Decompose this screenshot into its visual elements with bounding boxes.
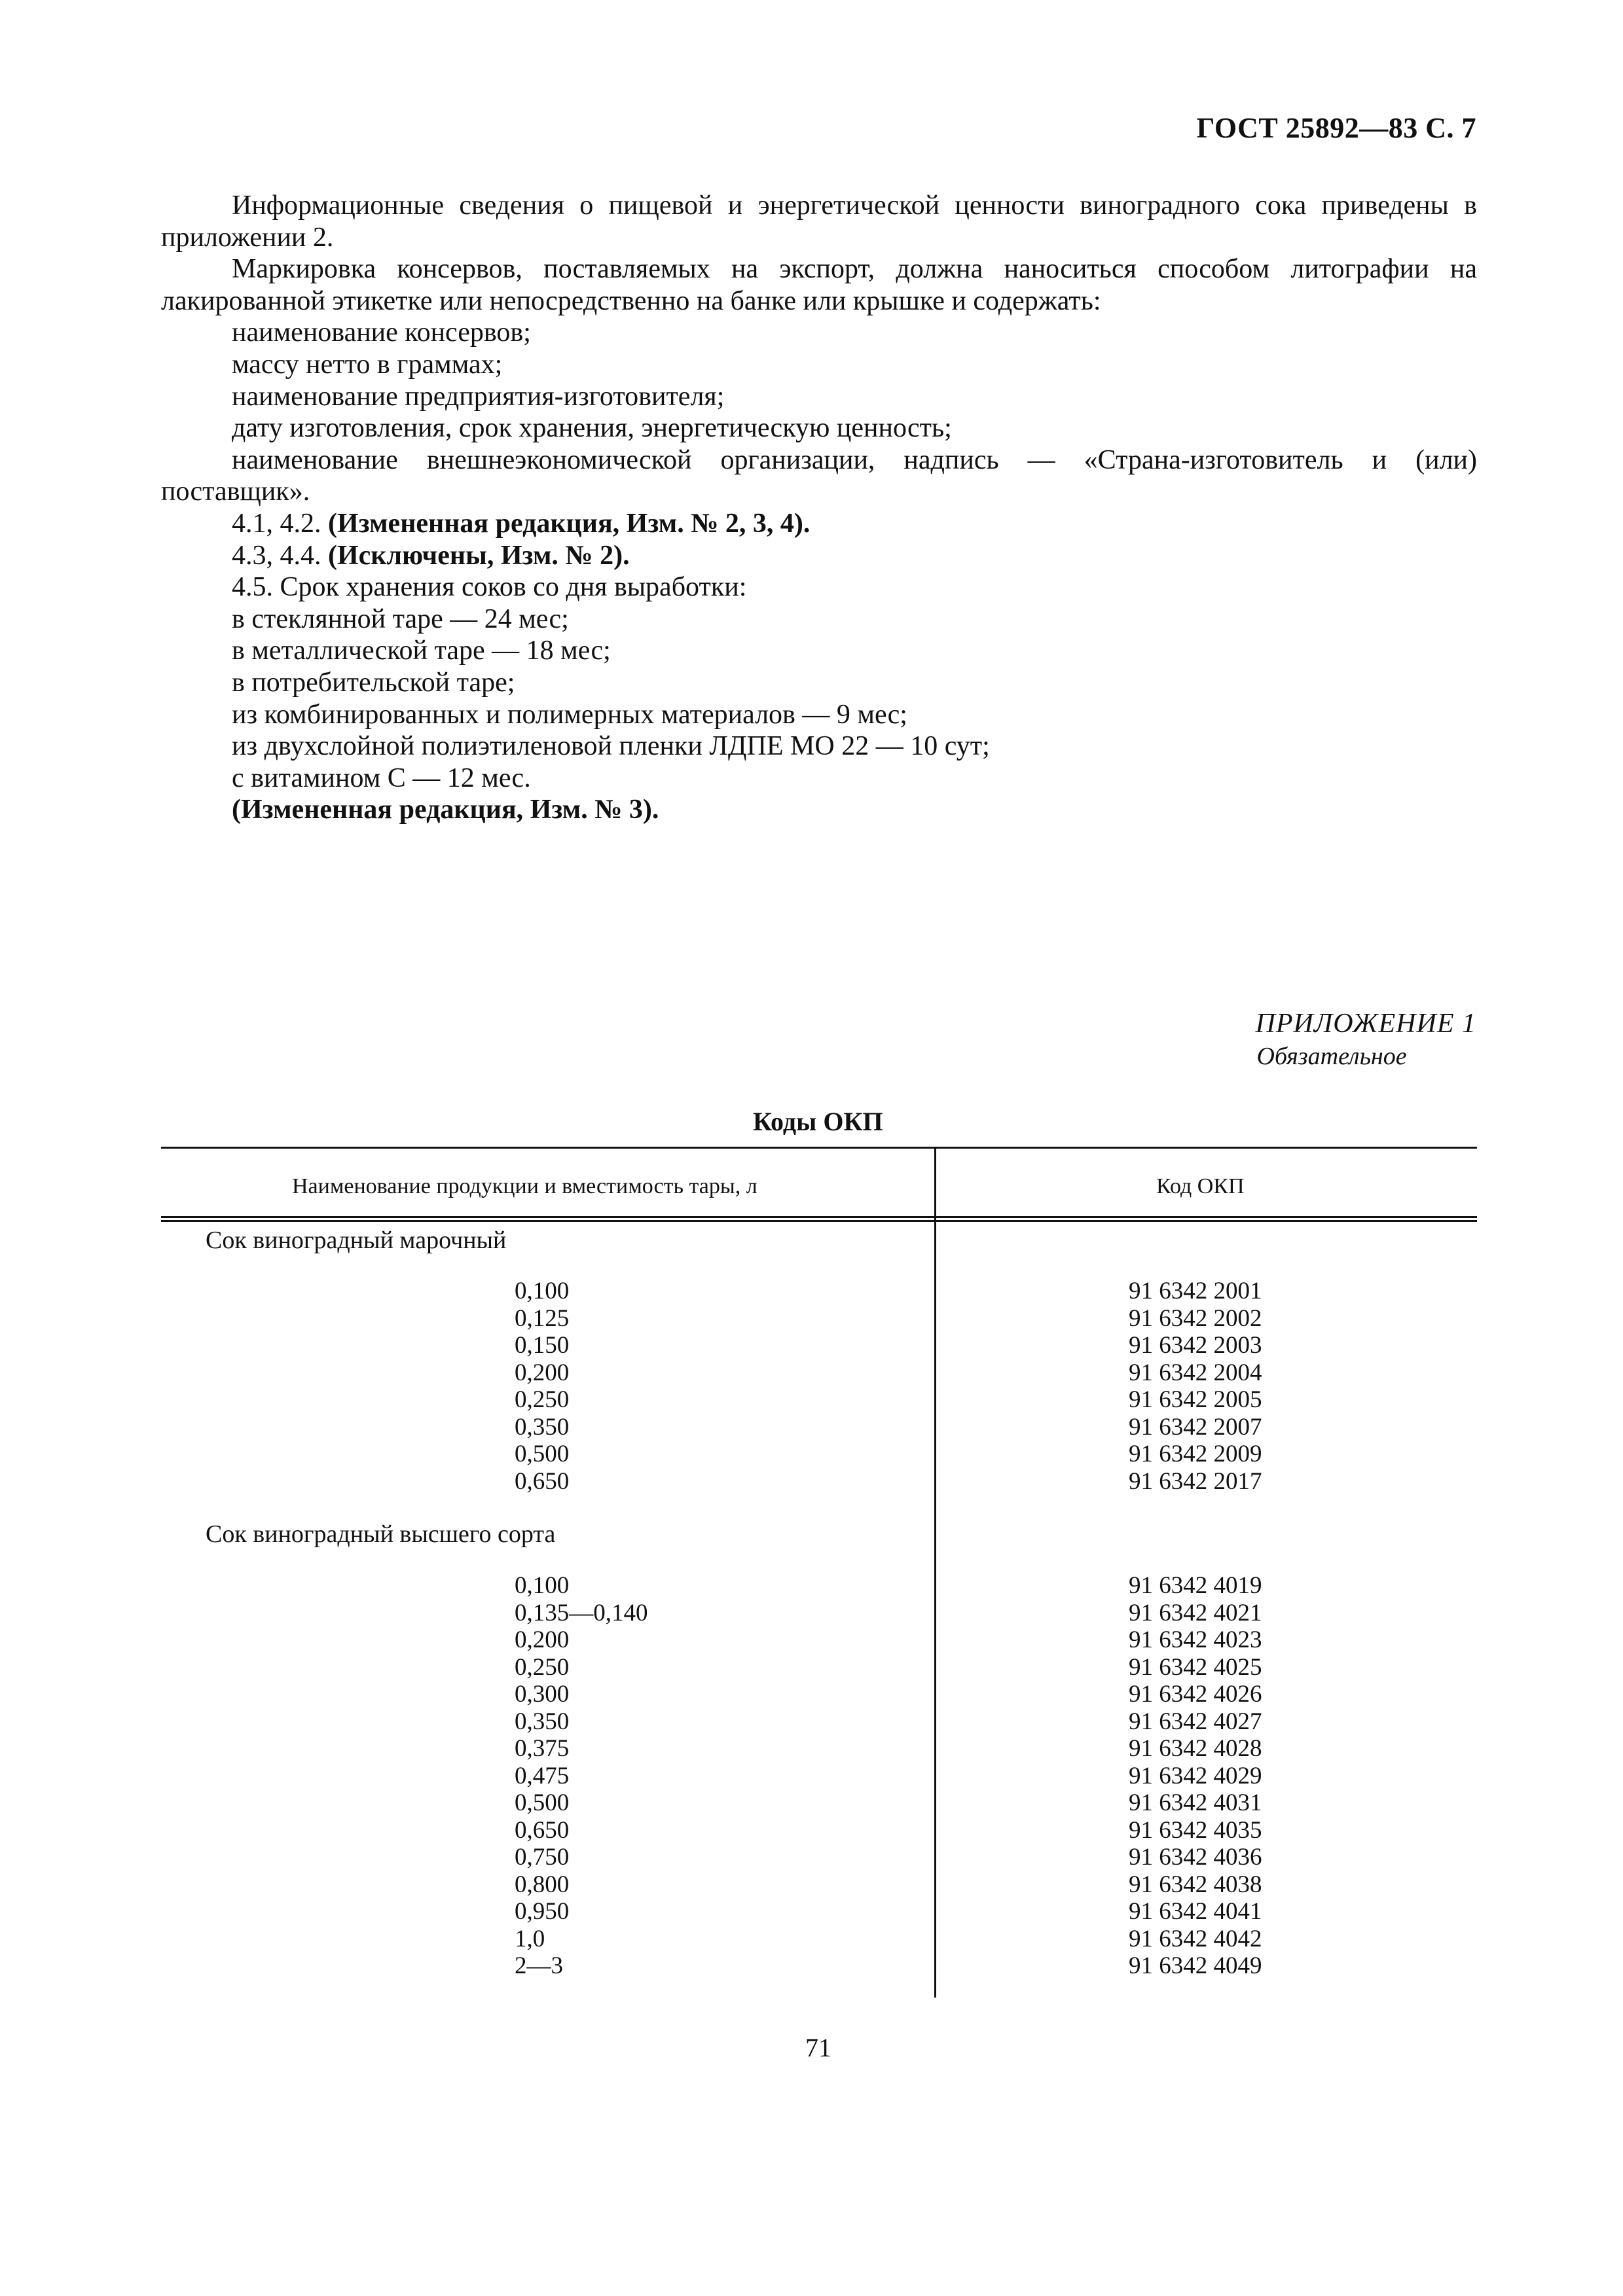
list-item: наименование консервов; [232, 317, 531, 348]
code-cell: 91 6342 4028 [1129, 1735, 1262, 1762]
volume-cell: 0,750 [515, 1844, 570, 1871]
column-header-code: Код ОКП [1156, 1174, 1245, 1198]
volume-column [515, 1278, 569, 1495]
volume-cell: 0,650 [515, 1467, 570, 1495]
column-header-product: Наименование продукции и вместимость тары, л [292, 1174, 757, 1198]
list-item: дату изготовления, срок хранения, энергетическую ценность; [232, 413, 952, 444]
amendment-note-4-1 [161, 508, 1477, 540]
paragraph-exporter: наименование внешнеэкономической организации, надпись — «Страна-изготовитель и (или) поставщик». [161, 444, 1477, 507]
volume-cell: 1,0 [515, 1925, 545, 1952]
appendix-subtitle: Обязательное [1256, 1043, 1407, 1070]
volume-cell: 0,200 [515, 1359, 570, 1386]
section-4-5: 4.5. Срок хранения соков со дня выработки: [232, 572, 747, 603]
volume-cell: 0,300 [515, 1681, 570, 1708]
volume-cell: 0,125 [515, 1304, 570, 1332]
amendment-ref: 4.1, 4.2. [232, 508, 328, 539]
volume-cell: 0,500 [515, 1789, 570, 1816]
body-text [161, 190, 1477, 826]
volume-cell: 0,100 [515, 1572, 570, 1599]
code-cell: 91 6342 2005 [1129, 1386, 1262, 1413]
amendment-text: (Измененная редакция, Изм. № 2, 3, 4). [328, 508, 811, 539]
amendment-note-4-5: (Измененная редакция, Изм. № 3). [232, 795, 659, 825]
code-cell: 91 6342 2001 [1129, 1278, 1262, 1304]
volume-cell: 0,475 [515, 1762, 570, 1789]
code-cell: 91 6342 4049 [1129, 1952, 1262, 1979]
code-cell: 91 6342 4038 [1129, 1871, 1262, 1898]
code-cell: 91 6342 4031 [1129, 1789, 1262, 1816]
code-cell: 91 6342 2002 [1129, 1304, 1262, 1332]
code-cell: 91 6342 2009 [1129, 1441, 1262, 1467]
amendment-ref: 4.3, 4.4. [232, 540, 328, 571]
code-cell: 91 6342 4029 [1129, 1762, 1262, 1789]
amendment-text: (Исключены, Изм. № 2). [328, 540, 630, 571]
code-cell: 91 6342 4036 [1129, 1844, 1262, 1871]
header-rule [161, 1220, 1477, 1222]
volume-cell: 0,650 [515, 1816, 570, 1844]
volume-cell: 0,100 [515, 1278, 570, 1304]
code-cell: 91 6342 4042 [1129, 1925, 1262, 1952]
volume-cell: 0,375 [515, 1735, 570, 1762]
appendix-title: ПРИЛОЖЕНИЕ 1 [1255, 1009, 1476, 1039]
volume-cell: 2—3 [515, 1952, 563, 1979]
list-item: наименование предприятия-изготовителя; [232, 381, 725, 412]
code-column [1129, 1572, 1262, 1980]
code-cell: 91 6342 4027 [1129, 1708, 1262, 1735]
volume-cell: 0,250 [515, 1653, 570, 1681]
code-column [1129, 1278, 1262, 1495]
code-cell: 91 6342 4023 [1129, 1626, 1262, 1653]
appendix-heading [1256, 1008, 1476, 1071]
volume-cell: 0,250 [515, 1386, 570, 1413]
volume-cell: 0,135—0,140 [515, 1599, 648, 1626]
table-top-rule [161, 1147, 1477, 1149]
code-cell: 91 6342 2003 [1129, 1332, 1262, 1359]
list-item: из двухслойной полиэтиленовой пленки ЛДПЕ МО 22 — 10 сут; [232, 731, 990, 762]
table-title: Коды ОКП [753, 1107, 883, 1136]
code-cell: 91 6342 4026 [1129, 1681, 1262, 1708]
code-cell: 91 6342 4019 [1129, 1572, 1262, 1599]
code-cell: 91 6342 4041 [1129, 1898, 1262, 1925]
code-cell: 91 6342 4035 [1129, 1816, 1262, 1844]
code-cell: 91 6342 2017 [1129, 1467, 1262, 1495]
volume-cell: 0,150 [515, 1332, 570, 1359]
header-rule [161, 1216, 1477, 1218]
volume-cell: 0,350 [515, 1413, 570, 1441]
code-cell: 91 6342 4021 [1129, 1599, 1262, 1626]
volume-column [515, 1572, 648, 1980]
group-title: Сок виноградный марочный [206, 1227, 507, 1254]
list-item: с витамином С — 12 мес. [232, 762, 531, 793]
group-title: Сок виноградный высшего сорта [206, 1520, 556, 1548]
code-cell: 91 6342 2007 [1129, 1413, 1262, 1441]
volume-cell: 0,800 [515, 1871, 570, 1898]
volume-cell: 0,950 [515, 1898, 570, 1925]
page-number: 71 [805, 2033, 831, 2062]
list-item: в потребительской таре; [232, 667, 515, 698]
column-divider [934, 1147, 936, 1998]
list-item: из комбинированных и полимерных материалов — 9 мес; [232, 699, 907, 730]
list-item: в металлической таре — 18 мес; [232, 636, 611, 666]
code-cell: 91 6342 2004 [1129, 1359, 1262, 1386]
amendment-note-4-3 [161, 540, 1477, 572]
code-cell: 91 6342 4025 [1129, 1653, 1262, 1681]
list-item: в стеклянной таре — 24 мес; [232, 603, 569, 634]
list-item: массу нетто в граммах; [232, 349, 503, 380]
volume-cell: 0,350 [515, 1708, 570, 1735]
document-reference: ГОСТ 25892—83 С. 7 [1196, 112, 1476, 144]
paragraph-marking: Маркировка консервов, поставляемых на экспорт, должна наноситься способом литографии на лакированной этикетке или непосредственно на банке или крышке и содержать: [161, 254, 1477, 316]
volume-cell: 0,200 [515, 1626, 570, 1653]
paragraph-info: Информационные сведения о пищевой и энергетической ценности виноградного сока приведены в приложении 2. [161, 190, 1477, 253]
volume-cell: 0,500 [515, 1441, 570, 1467]
